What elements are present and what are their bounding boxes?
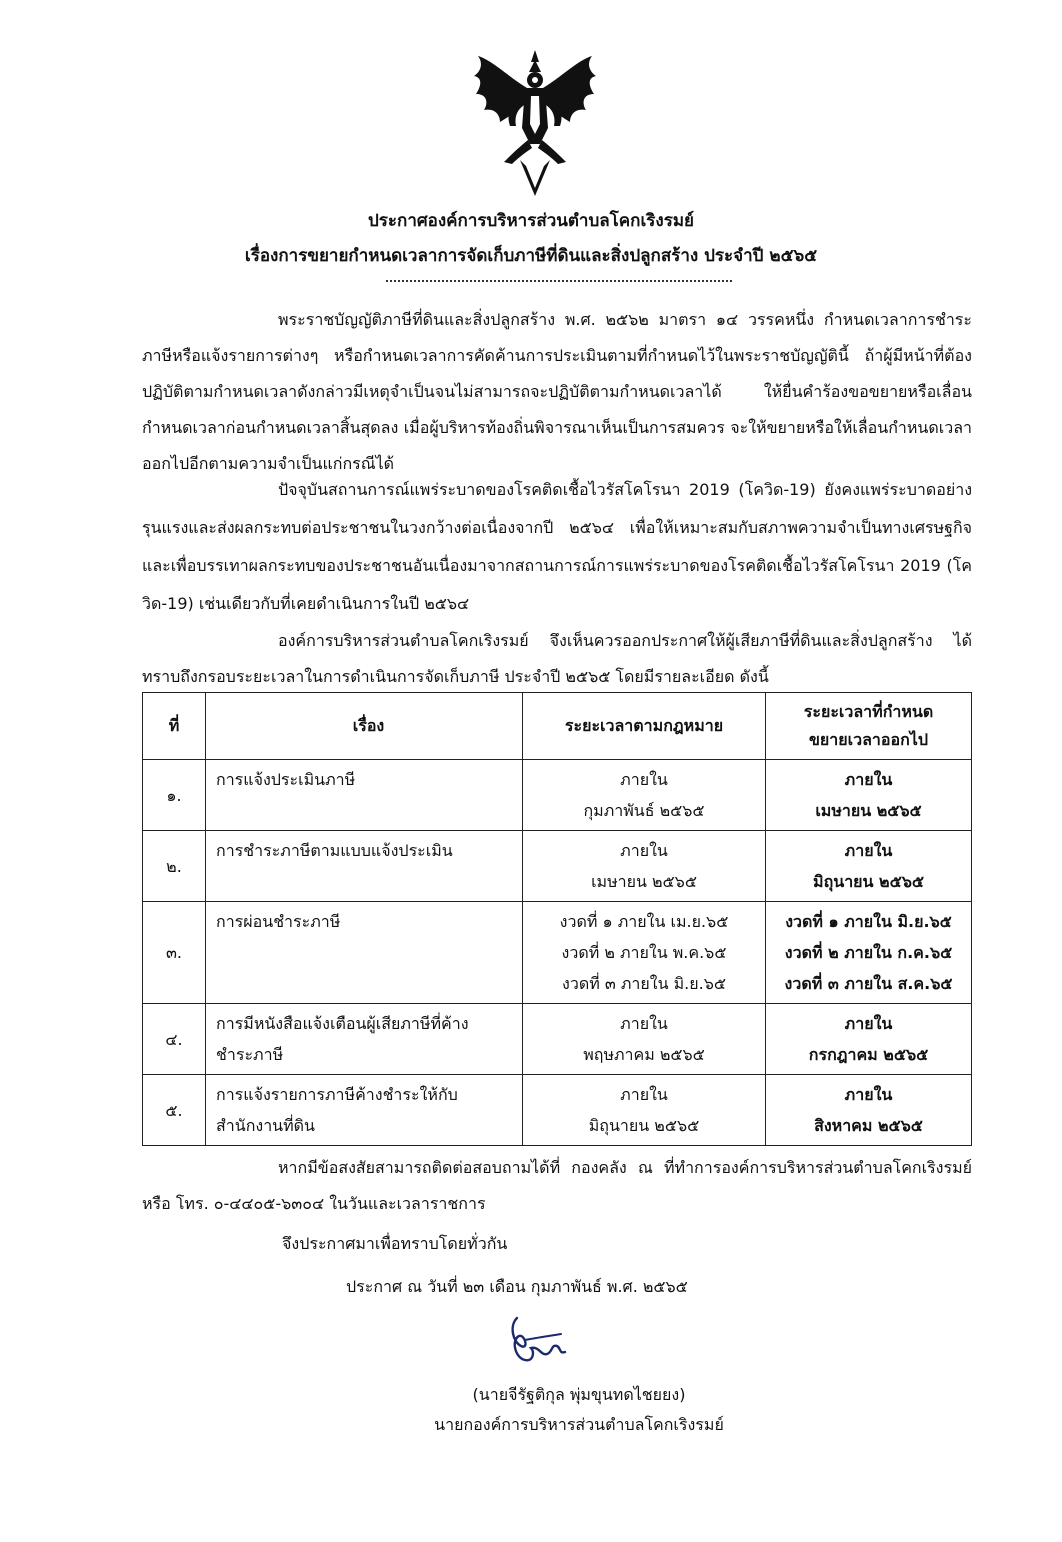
row-legal-line: งวดที่ ๑ ภายใน เม.ย.๖๕ (559, 912, 729, 931)
paragraph-intent: องค์การบริหารส่วนตำบลโคกเริงรมย์ จึงเห็นควรออกประกาศให้ผู้เสียภาษีที่ดินและสิ่งปลูกสร้าง ได้ทราบถึงกรอบระยะเวลาในการดำเนินการจัดเก็บภาษี ประจำปี ๒๕๖๕ โดยมีรายละเอียด ดังนี้ (142, 631, 972, 686)
row-extended-line: ภายใน (844, 770, 893, 789)
row-legal (523, 902, 766, 1004)
row-legal (523, 1075, 766, 1146)
paragraph-closing: จึงประกาศมาเพื่อทราบโดยทั่วกัน (282, 1234, 508, 1253)
table-row (143, 902, 972, 1004)
table-row (143, 831, 972, 902)
row-extended (766, 831, 972, 902)
row-legal (523, 831, 766, 902)
handwritten-signature-icon (495, 1312, 575, 1374)
row-legal-line: งวดที่ ๓ ภายใน มิ.ย.๖๕ (562, 974, 726, 993)
row-subject (206, 902, 523, 1004)
row-extended (766, 760, 972, 831)
header-extended-line2: ขยายเวลาออกไป (808, 730, 929, 749)
header-legal-period: ระยะเวลาตามกฎหมาย (523, 693, 766, 760)
row-subject (206, 1004, 523, 1075)
announcement-date: ประกาศ ณ วันที่ ๒๓ เดือน กุมภาพันธ์ พ.ศ. ๒๕๖๕ (346, 1277, 688, 1296)
paragraph-contact: หากมีข้อสงสัยสามารถติดต่อสอบถามได้ที่ กองคลัง ณ ที่ทำการองค์การบริหารส่วนตำบลโคกเริงรมย์ หรือ โทร. ๐-๔๔๐๕-๖๓๐๔ ในวันและเวลาราชการ (142, 1158, 972, 1213)
row-extended-line: กรกฎาคม ๒๕๖๕ (808, 1045, 929, 1064)
row-subject-line: การมีหนังสือแจ้งเตือนผู้เสียภาษีที่ค้าง (216, 1014, 469, 1033)
row-legal-line: ภายใน (620, 770, 668, 789)
row-number: ๓. (143, 902, 206, 1004)
paragraph-legal-basis: พระราชบัญญัติภาษีที่ดินและสิ่งปลูกสร้าง พ.ศ. ๒๕๖๒ มาตรา ๑๔ วรรคหนึ่ง กำหนดเวลาการชำระภาษีหรือแจ้งรายการต่างๆ หรือกำหนดเวลาการคัดค้านการประเมินตามที่กำหนดไว้ในพระราชบัญญัตินี้ ถ้าผู้มีหน้าที่ต้องปฏิบัติตามกำหนดเวลาดังกล่าวมีเหตุจำเป็นจนไม่สามารถจะปฏิบัติตามกำหนดเวลาได้ ให้ยื่นคำร้องขอขยายหรือเลื่อนกำหนดเวลาก่อนกำหนดเวลาสิ้นสุดลง เมื่อผู้บริหารท้องถิ่นพิจารณาเห็นเป็นการสมควร จะให้ขยายหรือให้เลื่อนกำหนดเวลาออกไปอีกตามความจำเป็นแก่กรณีได้ (142, 310, 972, 473)
paragraph-covid-situation: ปัจจุบันสถานการณ์แพร่ระบาดของโรคติดเชื้อไวรัสโคโรนา 2019 (โควิด-19) ยังคงแพร่ระบาดอย่างรุนแรงและส่งผลกระทบต่อประชาชนในวงกว้างต่อเนื่องจากปี ๒๕๖๔ เพื่อให้เหมาะสมกับสภาพความจำเป็นทางเศรษฐกิจและเพื่อบรรเทาผลกระทบของประชาชนอันเนื่องมาจากสถานการณ์การแพร่ระบาดของโรคติดเชื้อไวรัสโคโรนา 2019 (โควิด-19) เช่นเดียวกับที่เคยดำเนินการในปี ๒๕๖๔ (142, 480, 972, 613)
row-legal-line: พฤษภาคม ๒๕๖๕ (583, 1045, 705, 1064)
header-subject: เรื่อง (206, 693, 523, 760)
signer-title: นายกองค์การบริหารส่วนตำบลโคกเริงรมย์ (434, 1415, 724, 1434)
row-number: ๑. (143, 760, 206, 831)
announcement-subject: เรื่องการขยายกำหนดเวลาการจัดเก็บภาษีที่ดินและสิ่งปลูกสร้าง ประจำปี ๒๕๖๕ (244, 246, 818, 266)
schedule-table (142, 692, 972, 1146)
row-subject-line: การแจ้งรายการภาษีค้างชำระให้กับ (216, 1085, 458, 1104)
row-subject-line: สำนักงานที่ดิน (216, 1116, 315, 1135)
row-number: ๔. (143, 1004, 206, 1075)
header-extended-line1: ระยะเวลาที่กำหนด (803, 702, 934, 721)
row-subject-line: การแจ้งประเมินภาษี (216, 770, 356, 789)
row-legal-line: งวดที่ ๒ ภายใน พ.ค.๖๕ (561, 943, 727, 962)
row-extended-line: งวดที่ ๒ ภายใน ก.ค.๖๕ (784, 943, 953, 962)
table-row (143, 760, 972, 831)
row-subject (206, 1075, 523, 1146)
row-extended-line: ภายใน (844, 1085, 893, 1104)
row-extended-line: งวดที่ ๓ ภายใน ส.ค.๖๕ (784, 974, 953, 993)
row-legal-line: ภายใน (620, 1085, 668, 1104)
row-legal-line: กุมภาพันธ์ ๒๕๖๕ (583, 801, 705, 820)
row-legal (523, 760, 766, 831)
row-subject-line: การผ่อนชำระภาษี (216, 912, 341, 931)
row-extended-line: งวดที่ ๑ ภายใน มิ.ย.๖๕ (785, 912, 952, 931)
row-extended-line: สิงหาคม ๒๕๖๕ (814, 1116, 923, 1135)
garuda-emblem-icon (470, 48, 600, 198)
row-extended-line: ภายใน (844, 1014, 893, 1033)
row-extended-line: เมษายน ๒๕๖๕ (815, 801, 922, 820)
row-extended (766, 902, 972, 1004)
row-number: ๕. (143, 1075, 206, 1146)
dotted-divider (386, 280, 732, 282)
row-subject (206, 831, 523, 902)
row-subject (206, 760, 523, 831)
announcement-title: ประกาศองค์การบริหารส่วนตำบลโคกเริงรมย์ (367, 211, 694, 231)
row-legal (523, 1004, 766, 1075)
row-number: ๒. (143, 831, 206, 902)
table-row (143, 1075, 972, 1146)
row-legal-line: ภายใน (620, 841, 668, 860)
row-legal-line: เมษายน ๒๕๖๕ (591, 872, 697, 891)
table-header-row (143, 693, 972, 760)
table-row (143, 1004, 972, 1075)
row-subject-line: ชำระภาษี (216, 1045, 284, 1064)
row-legal-line: มิถุนายน ๒๕๖๕ (588, 1116, 700, 1135)
header-no: ที่ (143, 693, 206, 760)
row-subject-line: การชำระภาษีตามแบบแจ้งประเมิน (216, 841, 453, 860)
signer-name: (นายจีรัฐติกุล พุ่มขุนทดไชยยง) (472, 1385, 686, 1404)
header-extended-period (766, 693, 972, 760)
row-extended (766, 1004, 972, 1075)
row-extended-line: มิถุนายน ๒๕๖๕ (813, 872, 924, 891)
row-extended (766, 1075, 972, 1146)
row-legal-line: ภายใน (620, 1014, 668, 1033)
row-extended-line: ภายใน (844, 841, 893, 860)
